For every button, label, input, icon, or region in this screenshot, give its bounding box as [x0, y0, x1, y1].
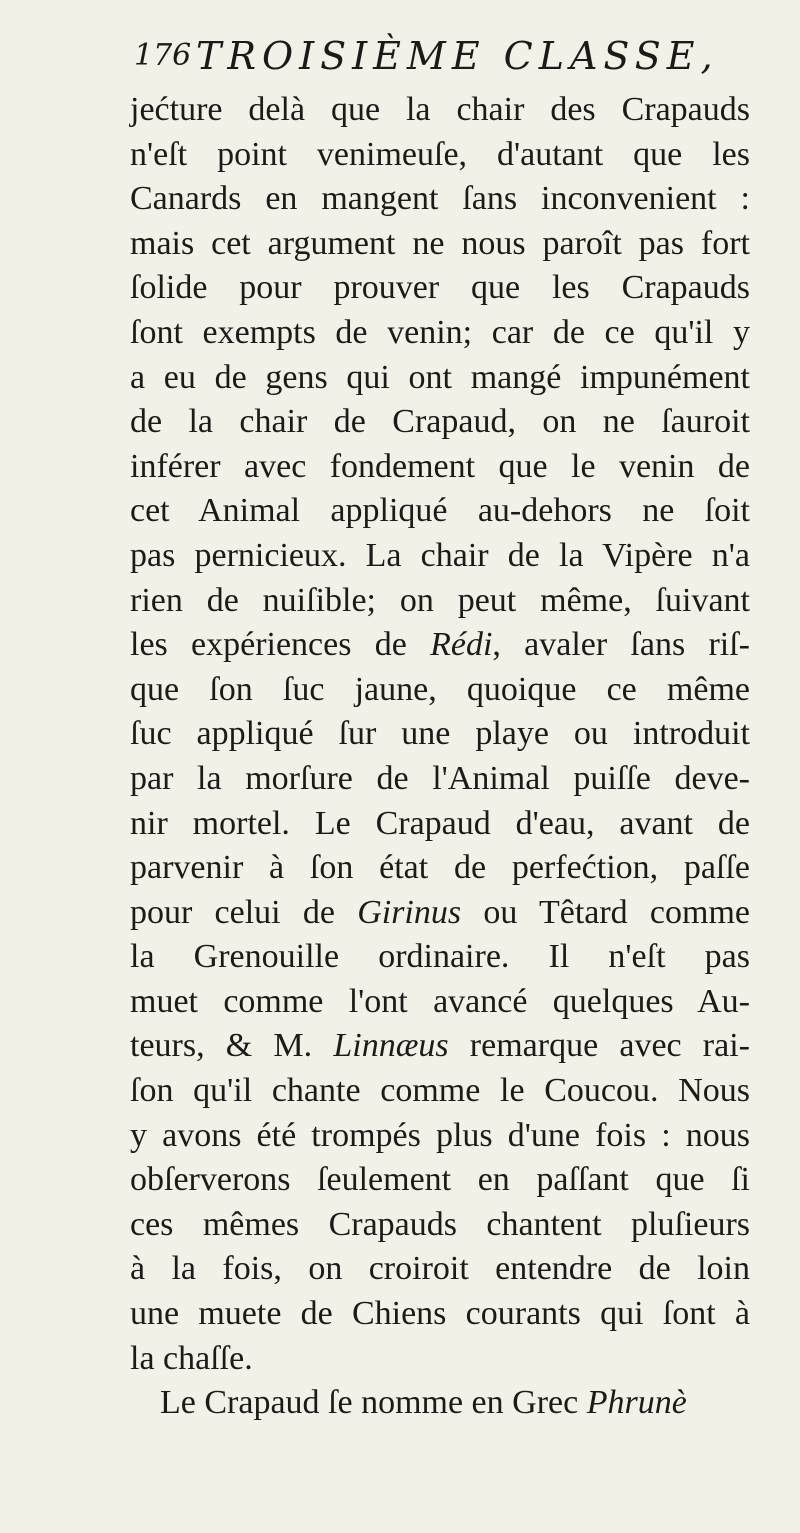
page-number: 176: [134, 38, 192, 73]
text-line: ſuc appliqué ſur une playe ou introduit: [130, 715, 750, 753]
text-run: teurs, & M.: [130, 1027, 334, 1065]
text-run: Le Crapaud ſe nomme en Grec: [160, 1384, 587, 1422]
body-text: [130, 88, 750, 1426]
text-line: jećture delà que la chair des Crapauds: [130, 91, 750, 128]
text-line: obſerverons ſeulement en paſſant que ſi: [130, 1161, 750, 1199]
text-line: à la fois, on croiroit entendre de loin: [130, 1250, 750, 1288]
text-line: [130, 623, 750, 668]
italic-name: Rédi: [430, 626, 493, 664]
text-line: ſont exempts de venin; car de ce qu'il y: [130, 313, 750, 351]
page-header: [134, 34, 734, 82]
text-line: rien de nuiſible; on peut même, ſuivant: [130, 581, 750, 619]
text-line: muet comme l'ont avancé quelques Au-: [130, 982, 750, 1020]
text-line: a eu de gens qui ont mangé impunément: [130, 358, 750, 396]
text-line: ces mêmes Crapauds chantent pluſieurs: [130, 1205, 750, 1243]
text-line: Canards en mangent ſans inconvenient :: [130, 180, 750, 218]
text-line: [130, 1381, 750, 1426]
italic-name: Girinus: [357, 893, 462, 931]
text-line: y avons été trompés plus d'une fois : nous: [130, 1116, 750, 1154]
italic-name: Linnæus: [333, 1027, 449, 1065]
running-title: TROISIÈME CLASSE,: [196, 34, 719, 78]
text-line: n'eſt point venimeuſe, d'autant que les: [130, 135, 750, 173]
text-run: pour celui de: [130, 893, 358, 931]
italic-name: Phrunè: [586, 1384, 687, 1422]
text-line: cet Animal appliqué au-dehors ne ſoit: [130, 492, 750, 530]
text-line: nir mortel. Le Crapaud d'eau, avant de: [130, 804, 750, 842]
text-line: une muete de Chiens courants qui ſont à: [130, 1295, 750, 1333]
text-line: [130, 1024, 750, 1069]
text-line: la Grenouille ordinaire. Il n'eſt pas: [130, 938, 750, 976]
text-line: ſolide pour prouver que les Crapauds: [130, 269, 750, 307]
text-line: la chaſſe.: [130, 1339, 253, 1377]
text-line: pas pernicieux. La chair de la Vipère n'a: [130, 536, 750, 574]
text-run: , avaler ſans riſ-: [492, 626, 750, 664]
text-line: [130, 891, 750, 936]
text-line: que ſon ſuc jaune, quoique ce même: [130, 670, 750, 708]
text-line: inférer avec fondement que le venin de: [130, 447, 750, 485]
text-line: parvenir à ſon état de perfećtion, paſſe: [130, 849, 750, 887]
text-run: remarque avec rai-: [448, 1027, 750, 1065]
text-run: les expériences de: [130, 626, 431, 664]
text-line: par la morſure de l'Animal puiſſe deve-: [130, 759, 750, 797]
text-run: ou Têtard comme: [461, 893, 750, 931]
text-line: mais cet argument ne nous paroît pas fort: [130, 224, 750, 262]
text-line: ſon qu'il chante comme le Coucou. Nous: [130, 1072, 750, 1110]
text-line: de la chair de Crapaud, on ne ſauroit: [130, 403, 750, 441]
